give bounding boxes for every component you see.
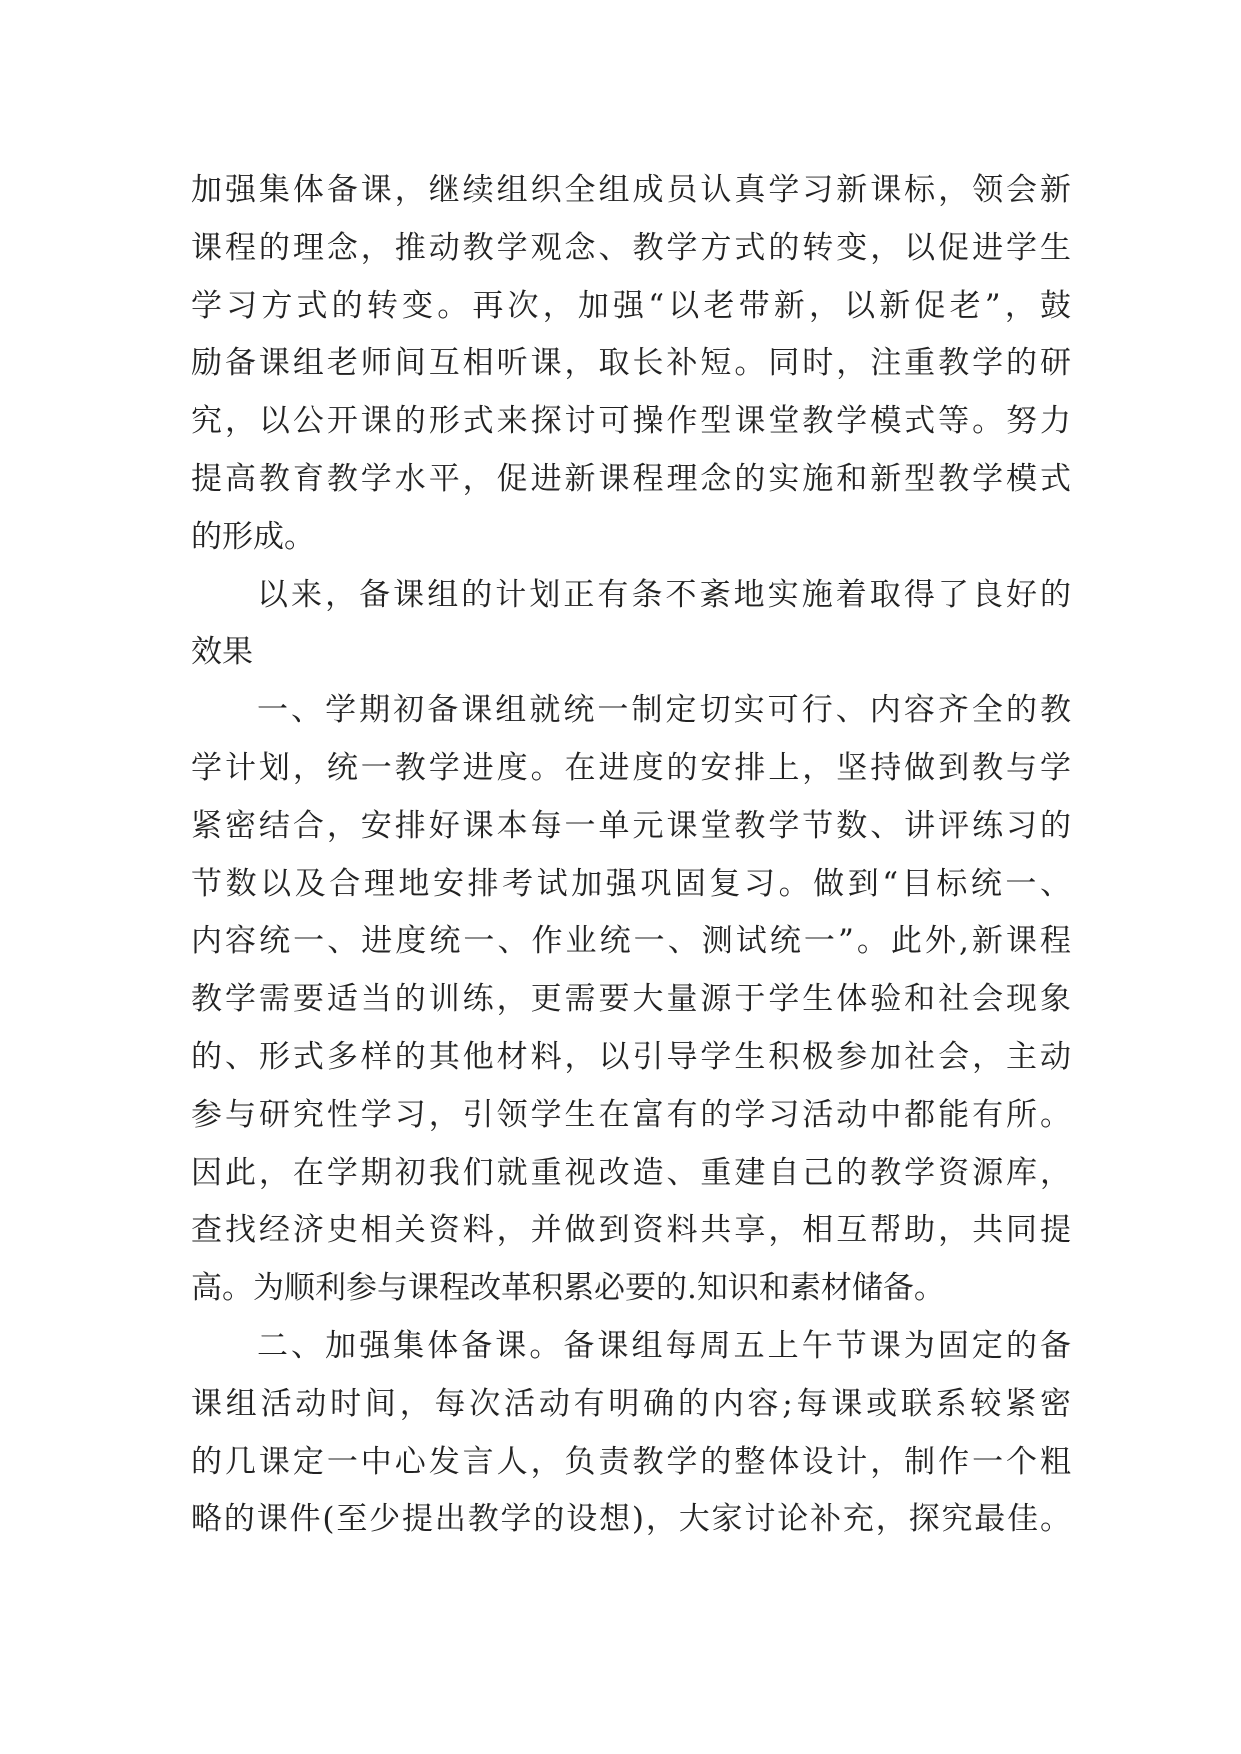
- text-line: 加强集体备课，继续组织全组成员认真学习新课标，领会新: [191, 172, 1071, 208]
- text-line: 课组活动时间，每次活动有明确的内容;每课或联系较紧密: [191, 1385, 1071, 1422]
- document-body: [191, 162, 1071, 1549]
- text-line: 的、形式多样的其他材料，以引导学生积极参加社会，主动: [191, 1038, 1071, 1075]
- text-line: 的几课定一中心发言人，负责教学的整体设计，制作一个粗: [191, 1443, 1071, 1480]
- text-line: 效果: [191, 634, 253, 671]
- text-line: 以来，备课组的计划正有条不紊地实施着取得了良好的: [257, 576, 1071, 613]
- text-line: 内容统一、进度统一、作业统一、测试统一”。此外,新课程: [191, 923, 1071, 960]
- text-line: 究，以公开课的形式来探讨可操作型课堂教学模式等。努力: [191, 403, 1071, 440]
- text-line: 一、学期初备课组就统一制定切实可行、内容齐全的教: [257, 692, 1071, 729]
- text-line: 教学需要适当的训练，更需要大量源于学生体验和社会现象: [191, 981, 1071, 1018]
- text-line: 略的课件(至少提出教学的设想)，大家讨论补充，探究最佳。: [191, 1501, 1071, 1538]
- text-line: 学计划，统一教学进度。在进度的安排上，坚持做到教与学: [191, 749, 1071, 786]
- text-line: 的形成。: [191, 518, 315, 555]
- text-line: 二、加强集体备课。备课组每周五上午节课为固定的备: [257, 1327, 1071, 1364]
- text-line: 查找经济史相关资料，并做到资料共享，相互帮助，共同提: [191, 1212, 1071, 1249]
- text-line: 学习方式的转变。再次，加强“以老带新，以新促老”，鼓: [191, 287, 1071, 324]
- text-line: 提高教育教学水平，促进新课程理念的实施和新型教学模式: [191, 460, 1071, 497]
- text-line: 节数以及合理地安排考试加强巩固复习。做到“目标统一、: [191, 865, 1071, 902]
- text-line: 因此，在学期初我们就重视改造、重建自己的教学资源库，: [191, 1154, 1071, 1191]
- text-line: 紧密结合，安排好课本每一单元课堂教学节数、讲评练习的: [191, 807, 1071, 844]
- text-line: 课程的理念，推动教学观念、教学方式的转变，以促进学生: [191, 229, 1071, 266]
- text-line: 励备课组老师间互相听课，取长补短。同时，注重教学的研: [191, 345, 1071, 382]
- text-line: 参与研究性学习，引领学生在富有的学习活动中都能有所。: [191, 1096, 1071, 1133]
- text-line: 高。为顺利参与课程改革积累必要的.知识和素材储备。: [191, 1270, 945, 1307]
